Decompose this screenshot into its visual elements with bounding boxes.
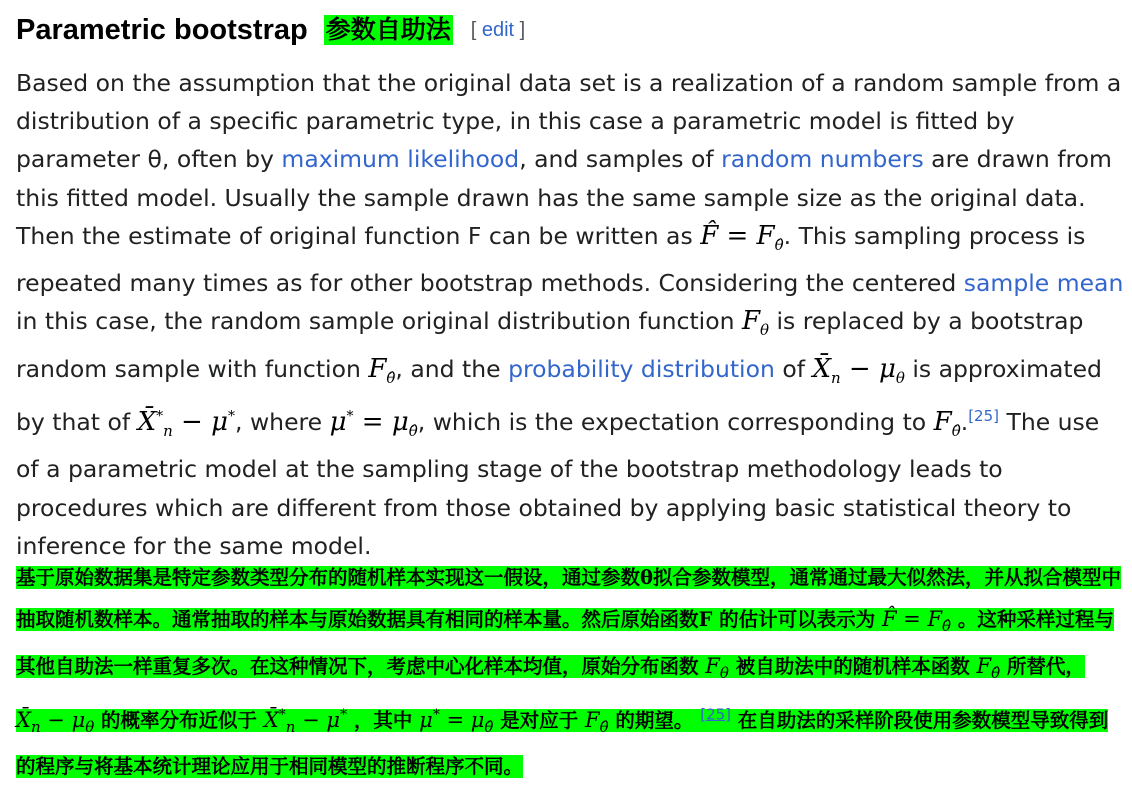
text-segment: 在自助法的采样阶段使用参数模型导致得到的程序与将基本统计理论应用于相同模型的推断程序不同。 xyxy=(16,708,1109,779)
section-title: Parametric bootstrap xyxy=(16,13,308,46)
text-segment: 所替代， xyxy=(1000,655,1085,679)
edit-bracket-close: ] xyxy=(519,18,526,41)
section-heading xyxy=(16,8,525,52)
math-xbar-star-minus-mu-star-zh: $X̄^*_n - \mu^*$ xyxy=(263,706,348,736)
text-segment: is replaced by a bootstrap random sample with function xyxy=(16,307,1084,383)
text-segment: . This sampling process is repeated many times as for other bootstrap methods. Considering the centered xyxy=(16,221,1086,298)
text-segment: , and samples of xyxy=(519,145,722,174)
math-f-theta-hat-zh: $F_{\thetâ}$ xyxy=(976,654,1001,683)
math-xbar-star-minus-mu-star: $X̄^*_n - \mu^*$ xyxy=(137,407,236,441)
text-segment: , where xyxy=(235,408,330,437)
math-mu-star-equals-mu-theta-hat-zh: $\mu^* = \mu_{\thetâ}$ xyxy=(419,706,494,736)
text-segment: 的概率分布近似于 xyxy=(94,708,264,732)
text-segment: of xyxy=(774,354,813,383)
section-title-translation: 参数自助法 xyxy=(325,15,451,44)
text-segment: 基于原始数据集是特定参数类型分布的随机样本实现这一假设，通过参数θ拟合参数模型，通常通过最大似然法，并从拟合模型中抽取随机数样本。通常抽取的样本与原始数据具有相同的样本量。然后原始函数F 的估计可以表示为 xyxy=(16,566,1122,631)
math-f-theta-hat: $F_{\thetâ}$ xyxy=(368,353,396,387)
text-segment: . xyxy=(960,408,969,437)
reference-25-link[interactable]: [25] xyxy=(968,407,999,426)
text-segment: 是对应于 xyxy=(493,708,586,732)
text-segment: 被自助法中的随机样本函数 xyxy=(728,655,977,679)
link-sample-mean[interactable]: sample mean xyxy=(963,269,1124,298)
text-segment: is approximated by that of xyxy=(16,354,1102,437)
highlighted-translation xyxy=(16,566,1121,778)
edit-section-link[interactable]: edit xyxy=(481,18,515,41)
math-mu-star-equals-mu-theta-hat: $\mu^* = \mu_{\thetâ}$ xyxy=(329,407,418,441)
math-f-hat-equals-f-theta-hat-zh: F̂ = $F_{\thetâ}$ xyxy=(881,606,952,635)
text-segment: are drawn from this fitted model. Usually the sample drawn has the same sample size as the original data. Then the estimate of original function F can be written as xyxy=(16,145,1112,250)
math-f-hat-equals-f-theta-hat: F̂ = $F_{\thetâ}$ xyxy=(700,220,784,254)
math-xbar-minus-mu-theta-zh: $X̄_n - \mu_\theta$ xyxy=(16,707,95,736)
text-segment: , and the xyxy=(395,354,509,383)
edit-section-link-wrapper xyxy=(471,19,526,42)
text-segment: ，其中 xyxy=(347,708,420,732)
link-probability-distribution[interactable]: probability distribution xyxy=(508,354,775,383)
link-random-numbers[interactable]: random numbers xyxy=(721,145,924,174)
link-maximum-likelihood[interactable]: maximum likelihood xyxy=(281,145,520,174)
math-f-theta: $F_\theta$ xyxy=(741,306,770,340)
text-segment: The use of a parametric model at the sampling stage of the bootstrap methodology leads to procedures which are different from those obtained by applying basic statistical theory to inference for the same model. xyxy=(16,408,1100,560)
text-segment: 的期望。 xyxy=(608,708,701,732)
math-f-theta-zh: $F_\theta$ xyxy=(705,654,729,683)
text-segment: , which is the expectation corresponding to xyxy=(417,408,934,437)
math-f-theta-hat-2: $F_{\thetâ}$ xyxy=(933,407,961,441)
text-segment: 。这种采样过程与其他自助法一样重复多次。在这种情况下，考虑中心化样本均值，原始分布函数 xyxy=(16,607,1114,679)
reference-25-link-zh[interactable]: [25] xyxy=(700,705,732,724)
paragraph-chinese-translation xyxy=(16,558,1124,788)
text-segment: Based on the assumption that the original data set is a realization of a random sample from a distribution of a specific parametric type, in this case a parametric model is fitted by parameter θ, often by xyxy=(16,69,1122,174)
math-f-theta-hat-2-zh: $F_{\thetâ}$ xyxy=(585,707,609,736)
text-segment: in this case, the random sample original distribution function xyxy=(16,307,742,336)
edit-bracket-open: [ xyxy=(470,18,477,41)
math-xbar-minus-mu-theta: $X̄_n - \mu_\theta$ xyxy=(812,353,905,387)
paragraph-english xyxy=(16,64,1124,565)
